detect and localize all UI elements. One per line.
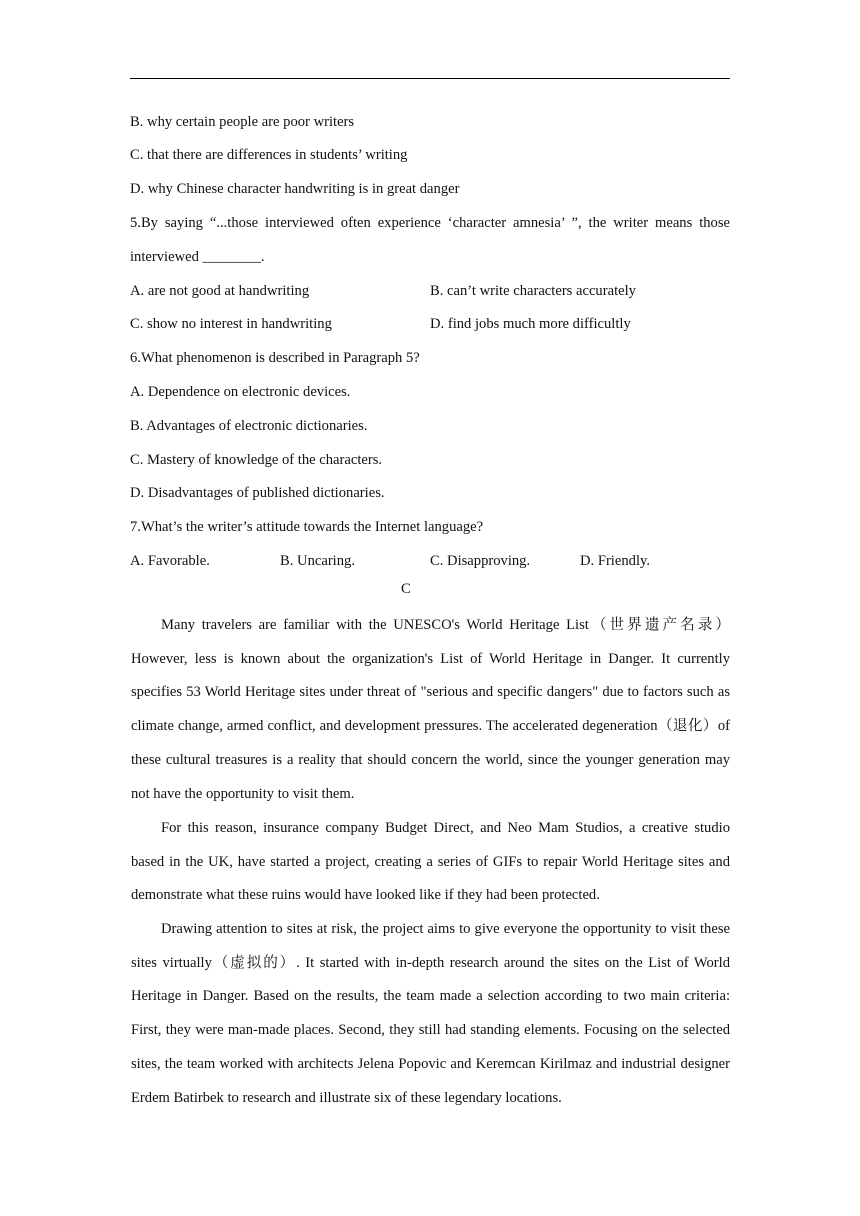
q7-option-a: A. Favorable. [130,553,210,569]
q4-option-c: C. that there are differences in students’ writing [130,147,408,163]
passage-paragraph-2: For this reason, insurance company Budget Direct, and Neo Mam Studios, a creative studio based in the UK, have started a project, creating a series of GIFs to repair World Heritage sites and demonstrate what these ruins would have looked like if they had been protected. [131,820,730,904]
header-rule [130,78,730,79]
q6-option-a: A. Dependence on electronic devices. [130,384,351,400]
q6-option-b: B. Advantages of electronic dictionaries. [130,418,368,434]
q7-stem: 7.What’s the writer’s attitude towards the Internet language? [130,519,484,535]
q4-option-d: D. why Chinese character handwriting is in great danger [130,181,460,197]
section-heading: C [401,581,411,597]
passage-paragraph-3: Drawing attention to sites at risk, the project aims to give everyone the opportunity to visit these sites virtually（虚拟的）. It started with in-depth research around the sites on the List of World Heritage in Danger. Based on the results, the team made a selection according to two main criteria: First, they were man-made places. Second, they still had standing elements. Focusing on the selected sites, the team worked with architects Jelena Popovic and Keremcan Kirilmaz and industrial designer Erdem Batirbek to research and illustrate six of these legendary locations. [131,921,730,1106]
q5-stem-line1: 5.By saying “...those interviewed often experience ‘character amnesia’ ”, the writer means those [130,215,730,231]
passage-paragraph-1: Many travelers are familiar with the UNESCO's World Heritage List（世界遗产名录）However, less is known about the organization's List of World Heritage in Danger. It currently specifies 53 World Heritage sites under threat of "serious and specific dangers" due to factors such as climate change, armed conflict, and development pressures. The accelerated degeneration（退化）of these cultural treasures is a reality that should concern the world, since the younger generation may not have the opportunity to visit them. [131,617,730,802]
q5-option-d: D. find jobs much more difficultly [430,316,631,332]
q5-option-a: A. are not good at handwriting [130,283,310,299]
q4-option-b: B. why certain people are poor writers [130,114,355,130]
q7-option-c: C. Disapproving. [430,553,531,569]
q7-option-b: B. Uncaring. [280,553,355,569]
q6-option-d: D. Disadvantages of published dictionaries. [130,485,385,501]
q5-stem-line2: interviewed ________. [130,249,265,265]
q6-stem: 6.What phenomenon is described in Paragraph 5? [130,350,420,366]
q5-option-c: C. show no interest in handwriting [130,316,332,332]
q7-option-d: D. Friendly. [580,553,650,569]
q6-option-c: C. Mastery of knowledge of the characters. [130,452,383,468]
q5-option-b: B. can’t write characters accurately [430,283,636,299]
